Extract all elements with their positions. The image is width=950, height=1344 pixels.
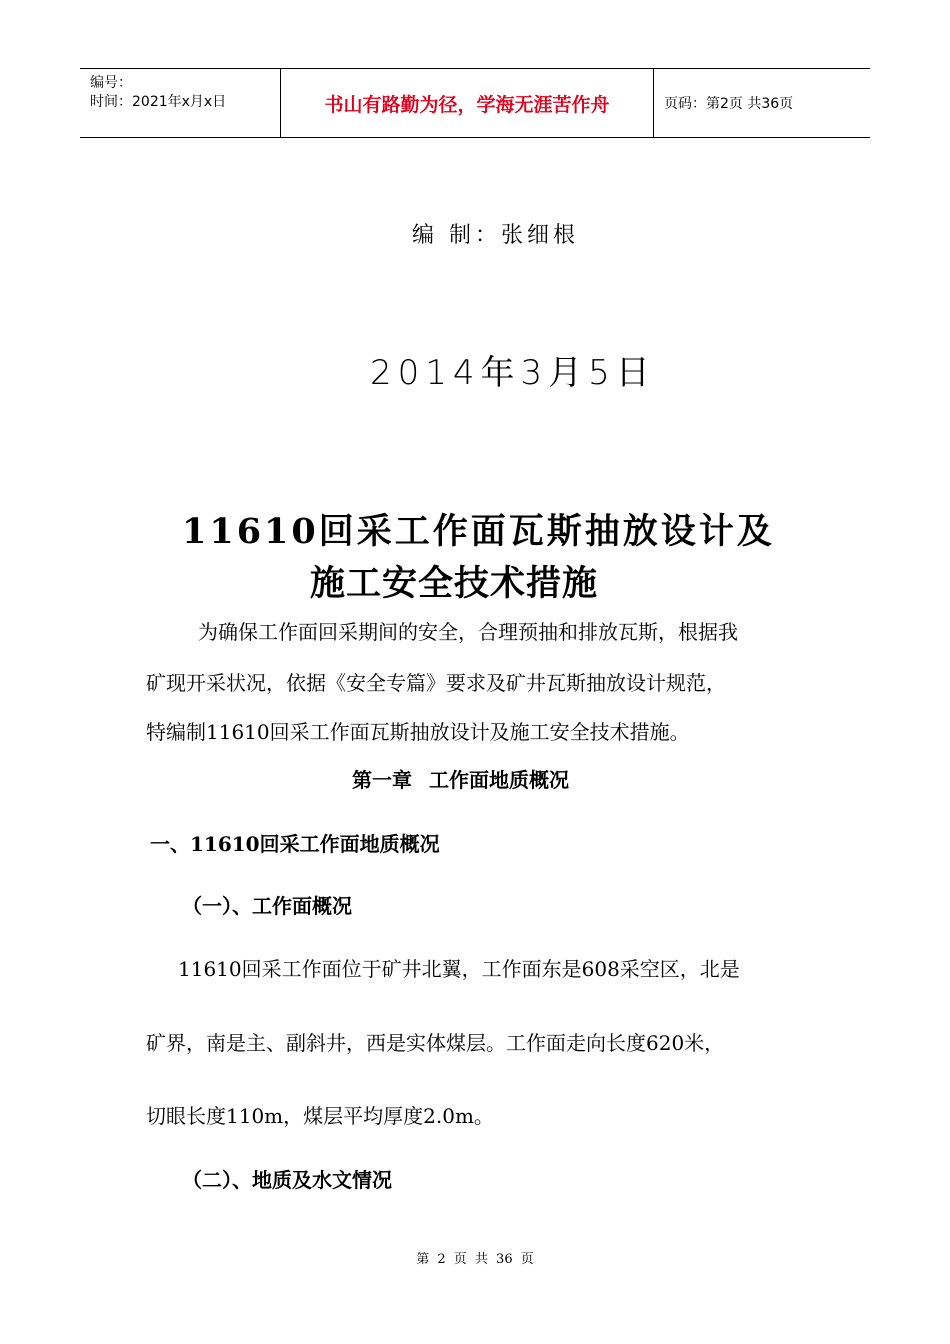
body-line-3: 切眼长度110m，煤层平均厚度2.0m。 <box>146 1104 494 1128</box>
document-time-label: 时间：2021年x月x日 <box>90 94 227 110</box>
intro-paragraph-line-3: 特编制11610回采工作面瓦斯抽放设计及施工安全技术措施。 <box>146 720 690 744</box>
subsection-heading-2: （二）、地质及水文情况 <box>182 1168 392 1192</box>
header-page-cell <box>654 69 870 137</box>
compiler-line: 编 制：张细根 <box>412 223 579 248</box>
page-footer: 第 2 页 共 36 页 <box>416 1252 534 1267</box>
header-page-code: 页码：第2页 共36页 <box>664 96 794 112</box>
cover-date: 2014年3月5日 <box>370 353 656 393</box>
header-motto: 书山有路勤为径，学海无涯苦作舟 <box>324 93 610 116</box>
document-number-label: 编号： <box>90 75 132 91</box>
subsection-heading-1: （一）、工作面概况 <box>182 894 352 918</box>
body-line-2: 矿界，南是主、副斜井，西是实体煤层。工作面走向长度620米， <box>146 1031 725 1055</box>
document-title-line-1: 11610回采工作面瓦斯抽放设计及 <box>182 511 775 552</box>
document-title-line-2: 施工安全技术措施 <box>310 563 599 604</box>
header-motto-cell <box>281 69 654 137</box>
body-line-1: 11610回采工作面位于矿井北翼，工作面东是608采空区，北是 <box>178 957 740 981</box>
document-header <box>80 68 870 138</box>
intro-paragraph-line-2: 矿现开采状况，依据《安全专篇》要求及矿井瓦斯抽放设计规范， <box>146 671 726 695</box>
header-meta-cell <box>80 69 281 137</box>
section-heading: 一、11610回采工作面地质概况 <box>150 832 440 856</box>
intro-paragraph-line-1: 为确保工作面回采期间的安全，合理预抽和排放瓦斯，根据我 <box>198 620 738 644</box>
chapter-heading: 第一章 工作面地质概况 <box>352 768 569 792</box>
